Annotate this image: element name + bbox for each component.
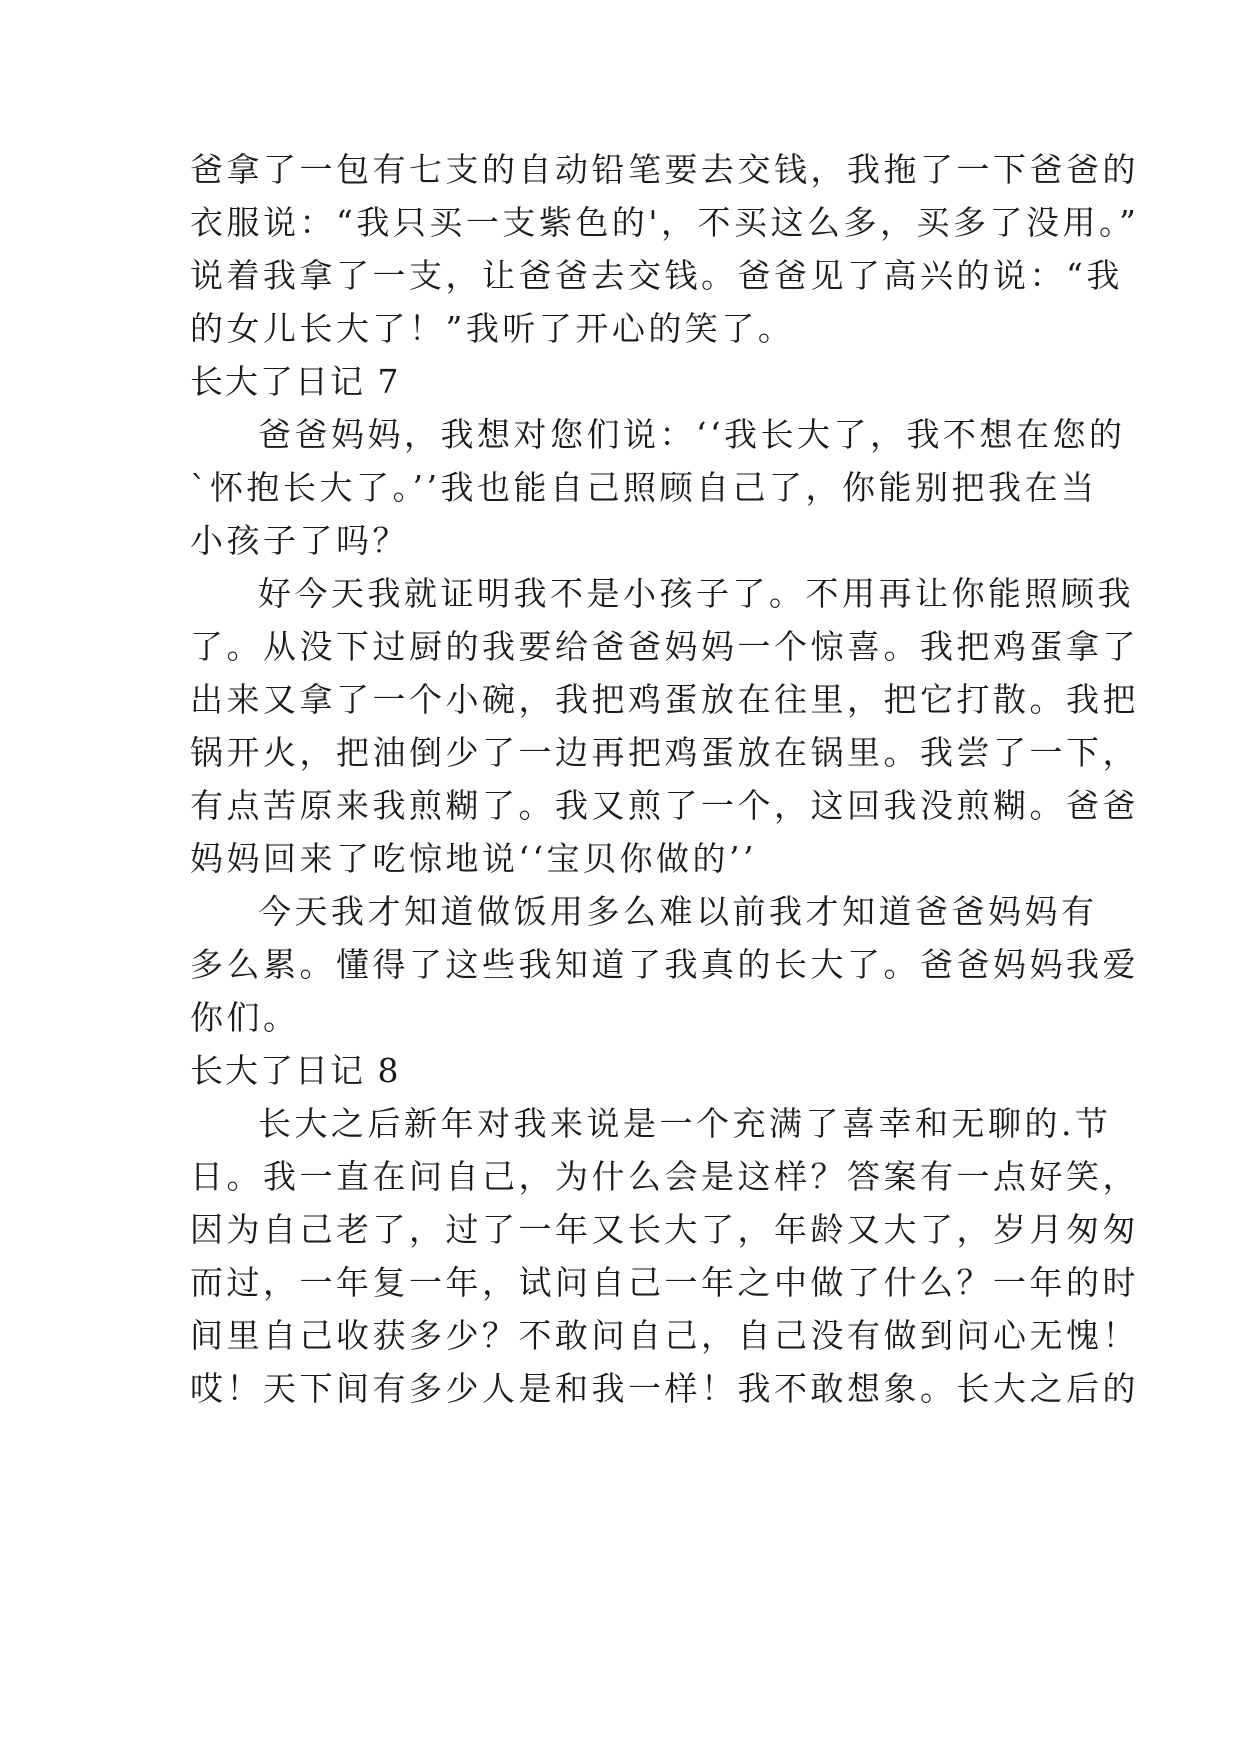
- paragraph-line: 爸爸妈妈，我想对您们说：‘‘我长大了，我不想在您的: [258, 415, 1126, 454]
- paragraph-line: `怀抱长大了。’’我也能自己照顾自己了，你能别把我在当: [190, 468, 1098, 507]
- paragraph-line: 因为自己老了，过了一年又长大了，年龄又大了，岁月匆匆: [190, 1210, 1139, 1249]
- paragraph-line: 间里自己收获多少？不敢问自己，自己没有做到问心无愧！: [190, 1316, 1139, 1355]
- paragraph-line: 说着我拿了一支，让爸爸去交钱。爸爸见了高兴的说：“我: [190, 256, 1123, 295]
- paragraph-line: 衣服说：“我只买一支紫色的'，不买这么多，买多了没用。”: [190, 203, 1140, 242]
- paragraph-line: 妈妈回来了吃惊地说‘‘宝贝你做的’’: [190, 839, 757, 878]
- paragraph-line: 小孩子了吗？: [190, 521, 409, 560]
- paragraph-line: 多么累。懂得了这些我知道了我真的长大了。爸爸妈妈我爱: [190, 945, 1139, 984]
- paragraph-line: 日。我一直在问自己，为什么会是这样？答案有一点好笑，: [190, 1157, 1139, 1196]
- section-heading: 长大了日记 8: [190, 1051, 401, 1090]
- paragraph-line: 长大之后新年对我来说是一个充满了喜幸和无聊的.节: [258, 1104, 1112, 1143]
- paragraph-line: 好今天我就证明我不是小孩子了。不用再让你能照顾我: [258, 574, 1134, 613]
- section-heading: 长大了日记 7: [190, 362, 401, 401]
- paragraph-line: 今天我才知道做饭用多么难以前我才知道爸爸妈妈有: [258, 892, 1098, 931]
- paragraph-line: 锅开火，把油倒少了一边再把鸡蛋放在锅里。我尝了一下，: [190, 733, 1139, 772]
- paragraph-line: 了。从没下过厨的我要给爸爸妈妈一个惊喜。我把鸡蛋拿了: [190, 627, 1139, 666]
- paragraph-line: 出来又拿了一个小碗，我把鸡蛋放在往里，把它打散。我把: [190, 680, 1139, 719]
- paragraph-line: 哎！天下间有多少人是和我一样！我不敢想象。长大之后的: [190, 1369, 1139, 1408]
- paragraph-line: 爸拿了一包有七支的自动铅笔要去交钱，我拖了一下爸爸的: [190, 150, 1139, 189]
- paragraph-line: 你们。: [190, 998, 300, 1037]
- paragraph-line: 而过，一年复一年，试问自己一年之中做了什么？一年的时: [190, 1263, 1139, 1302]
- paragraph-line: 有点苦原来我煎糊了。我又煎了一个，这回我没煎糊。爸爸: [190, 786, 1139, 825]
- paragraph-line: 的女儿长大了！”我听了开心的笑了。: [190, 309, 795, 348]
